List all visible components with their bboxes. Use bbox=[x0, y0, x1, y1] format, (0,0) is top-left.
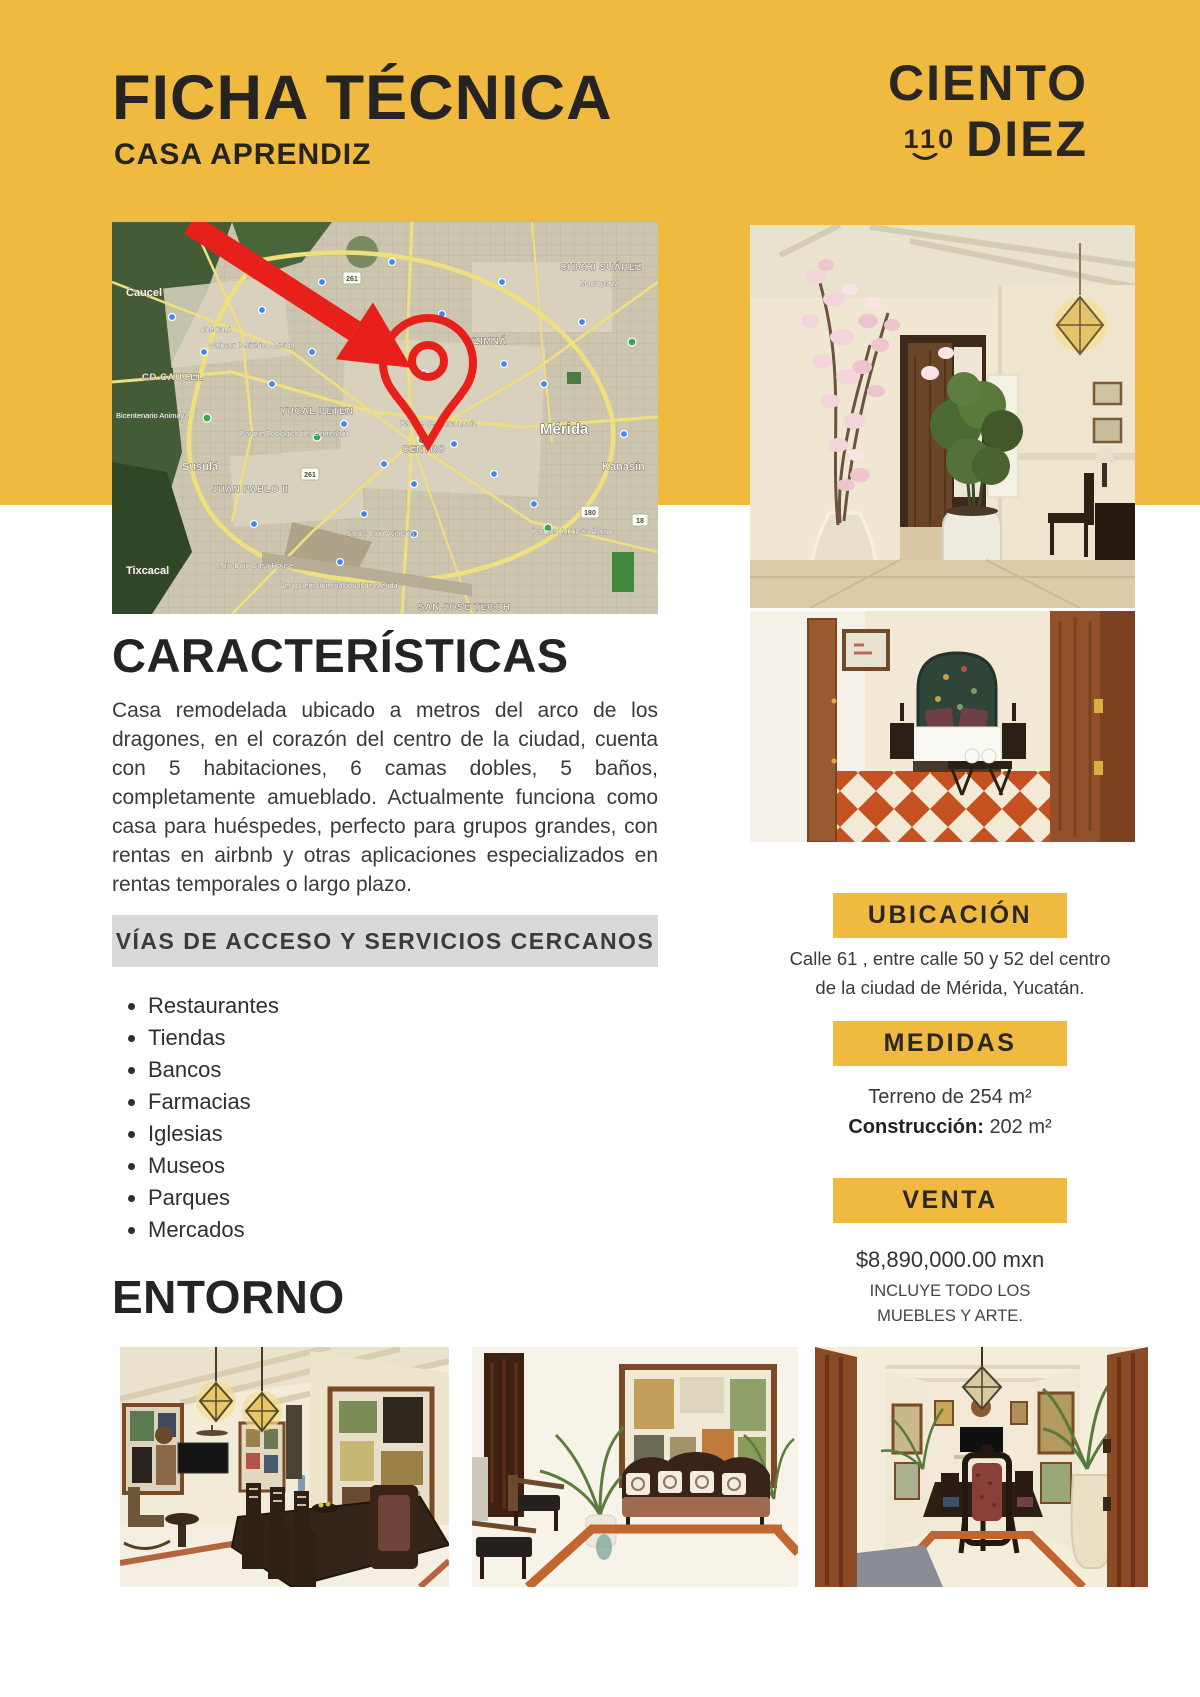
svg-text:18: 18 bbox=[636, 518, 644, 525]
list-item: • Restaurantes bbox=[148, 990, 538, 1022]
page-subtitle: CASA APRENDIZ bbox=[114, 138, 372, 171]
ubicacion-badge: UBICACIÓN bbox=[833, 893, 1067, 938]
services-list bbox=[118, 990, 538, 1246]
svg-text:SAN JOSE TECOH: SAN JOSE TECOH bbox=[418, 602, 511, 613]
svg-text:180: 180 bbox=[584, 510, 596, 517]
svg-text:Mérida: Mérida bbox=[540, 421, 589, 438]
svg-text:YUCAL PETEN: YUCAL PETEN bbox=[280, 406, 354, 417]
svg-text:Parque de Santa Lucía: Parque de Santa Lucía bbox=[400, 419, 477, 428]
list-item: • Tiendas bbox=[148, 1022, 538, 1054]
list-item: • Bancos bbox=[148, 1054, 538, 1086]
logo-number-110: 110 bbox=[904, 126, 957, 162]
vias-banner-label: VÍAS DE ACCESO Y SERVICIOS CERCANOS bbox=[115, 927, 655, 954]
list-item: • Parques bbox=[148, 1182, 538, 1214]
caracteristicas-paragraph: Casa remodelada ubicado a metros del arco de los dragones, en el corazón del centro de la ciudad, cuenta con 5 habitaciones, 6 camas dobles, 5 baños, completamente amueblado. Actualmente funciona como casa para huéspedes, perfecto para grupos grandes, con rentas en airbnb y otras aplicaciones especializados en rentas temporales o largo plazo. bbox=[112, 699, 658, 896]
svg-text:Mojo Dojo Casa House: Mojo Dojo Casa House bbox=[216, 561, 294, 570]
ciento-diez-logo bbox=[820, 55, 1088, 167]
location-map-image bbox=[112, 222, 658, 614]
svg-text:Caucel: Caucel bbox=[126, 287, 163, 299]
svg-text:Parque Zoológico del Centenari: Parque Zoológico del Centenario bbox=[240, 429, 350, 438]
list-item: • Farmacias bbox=[148, 1086, 538, 1118]
logo-smile-icon bbox=[910, 153, 950, 162]
photo-dining-room bbox=[120, 1347, 449, 1587]
svg-text:Parque Kukulcán Álamo: Parque Kukulcán Álamo bbox=[532, 527, 613, 536]
svg-text:JUAN PABLO II: JUAN PABLO II bbox=[212, 484, 289, 495]
svg-text:CENTRO: CENTRO bbox=[402, 444, 446, 455]
ubicacion-text: Calle 61 , entre calle 50 y 52 del centro de la ciudad de Mérida, Yucatán. bbox=[789, 948, 1111, 998]
svg-text:Aeropuerto Internacional de Mé: Aeropuerto Internacional de Mérida bbox=[280, 581, 398, 590]
vias-banner bbox=[112, 915, 658, 967]
logo-word-ciento: CIENTO bbox=[888, 55, 1088, 111]
svg-text:Walmart Periférico Mérida: Walmart Periférico Mérida bbox=[208, 341, 295, 350]
svg-text:261: 261 bbox=[346, 276, 358, 283]
list-item: • Iglesias bbox=[148, 1118, 538, 1150]
entorno-heading: ENTORNO bbox=[112, 1271, 345, 1323]
terreno-value: Terreno de 254 m² bbox=[868, 1086, 1032, 1108]
svg-text:261: 261 bbox=[304, 472, 316, 479]
svg-text:Sam's Club Aviación: Sam's Club Aviación bbox=[346, 529, 414, 538]
venta-note: INCLUYE TODO LOS MUEBLES Y ARTE. bbox=[869, 1282, 1031, 1325]
page-title: FICHA TÉCNICA bbox=[112, 63, 613, 133]
photo-living-room bbox=[472, 1347, 798, 1587]
svg-text:Tixcacal: Tixcacal bbox=[126, 565, 170, 577]
medidas-text bbox=[760, 1082, 1140, 1142]
svg-text:Kanasín: Kanasín bbox=[602, 461, 645, 473]
svg-text:Chedraui: Chedraui bbox=[200, 325, 231, 334]
list-item: • Mercados bbox=[148, 1214, 538, 1246]
svg-text:ITZIMNÁ: ITZIMNÁ bbox=[464, 336, 507, 347]
caracteristicas-heading: CARACTERÍSTICAS bbox=[112, 629, 569, 682]
list-item: • Museos bbox=[148, 1150, 538, 1182]
photo-dining-doorway bbox=[815, 1347, 1148, 1587]
venta-badge: VENTA bbox=[833, 1178, 1067, 1223]
venta-price: $8,890,000.00 mxn bbox=[855, 1247, 1045, 1272]
photo-hallway bbox=[750, 225, 1135, 608]
svg-text:Macroplaza: Macroplaza bbox=[580, 279, 619, 288]
medidas-badge: MEDIDAS bbox=[833, 1021, 1067, 1066]
logo-word-diez: DIEZ bbox=[966, 111, 1088, 167]
svg-text:Bicentenario Animaya: Bicentenario Animaya bbox=[116, 411, 189, 420]
svg-text:CD CAUCEL: CD CAUCEL bbox=[142, 372, 204, 383]
construccion-row: Construcción: 202 m² bbox=[848, 1116, 1052, 1138]
svg-text:CHICHI SUÁREZ: CHICHI SUÁREZ bbox=[560, 262, 643, 273]
photo-bedroom bbox=[750, 611, 1135, 842]
svg-text:Susulá: Susulá bbox=[182, 461, 219, 473]
